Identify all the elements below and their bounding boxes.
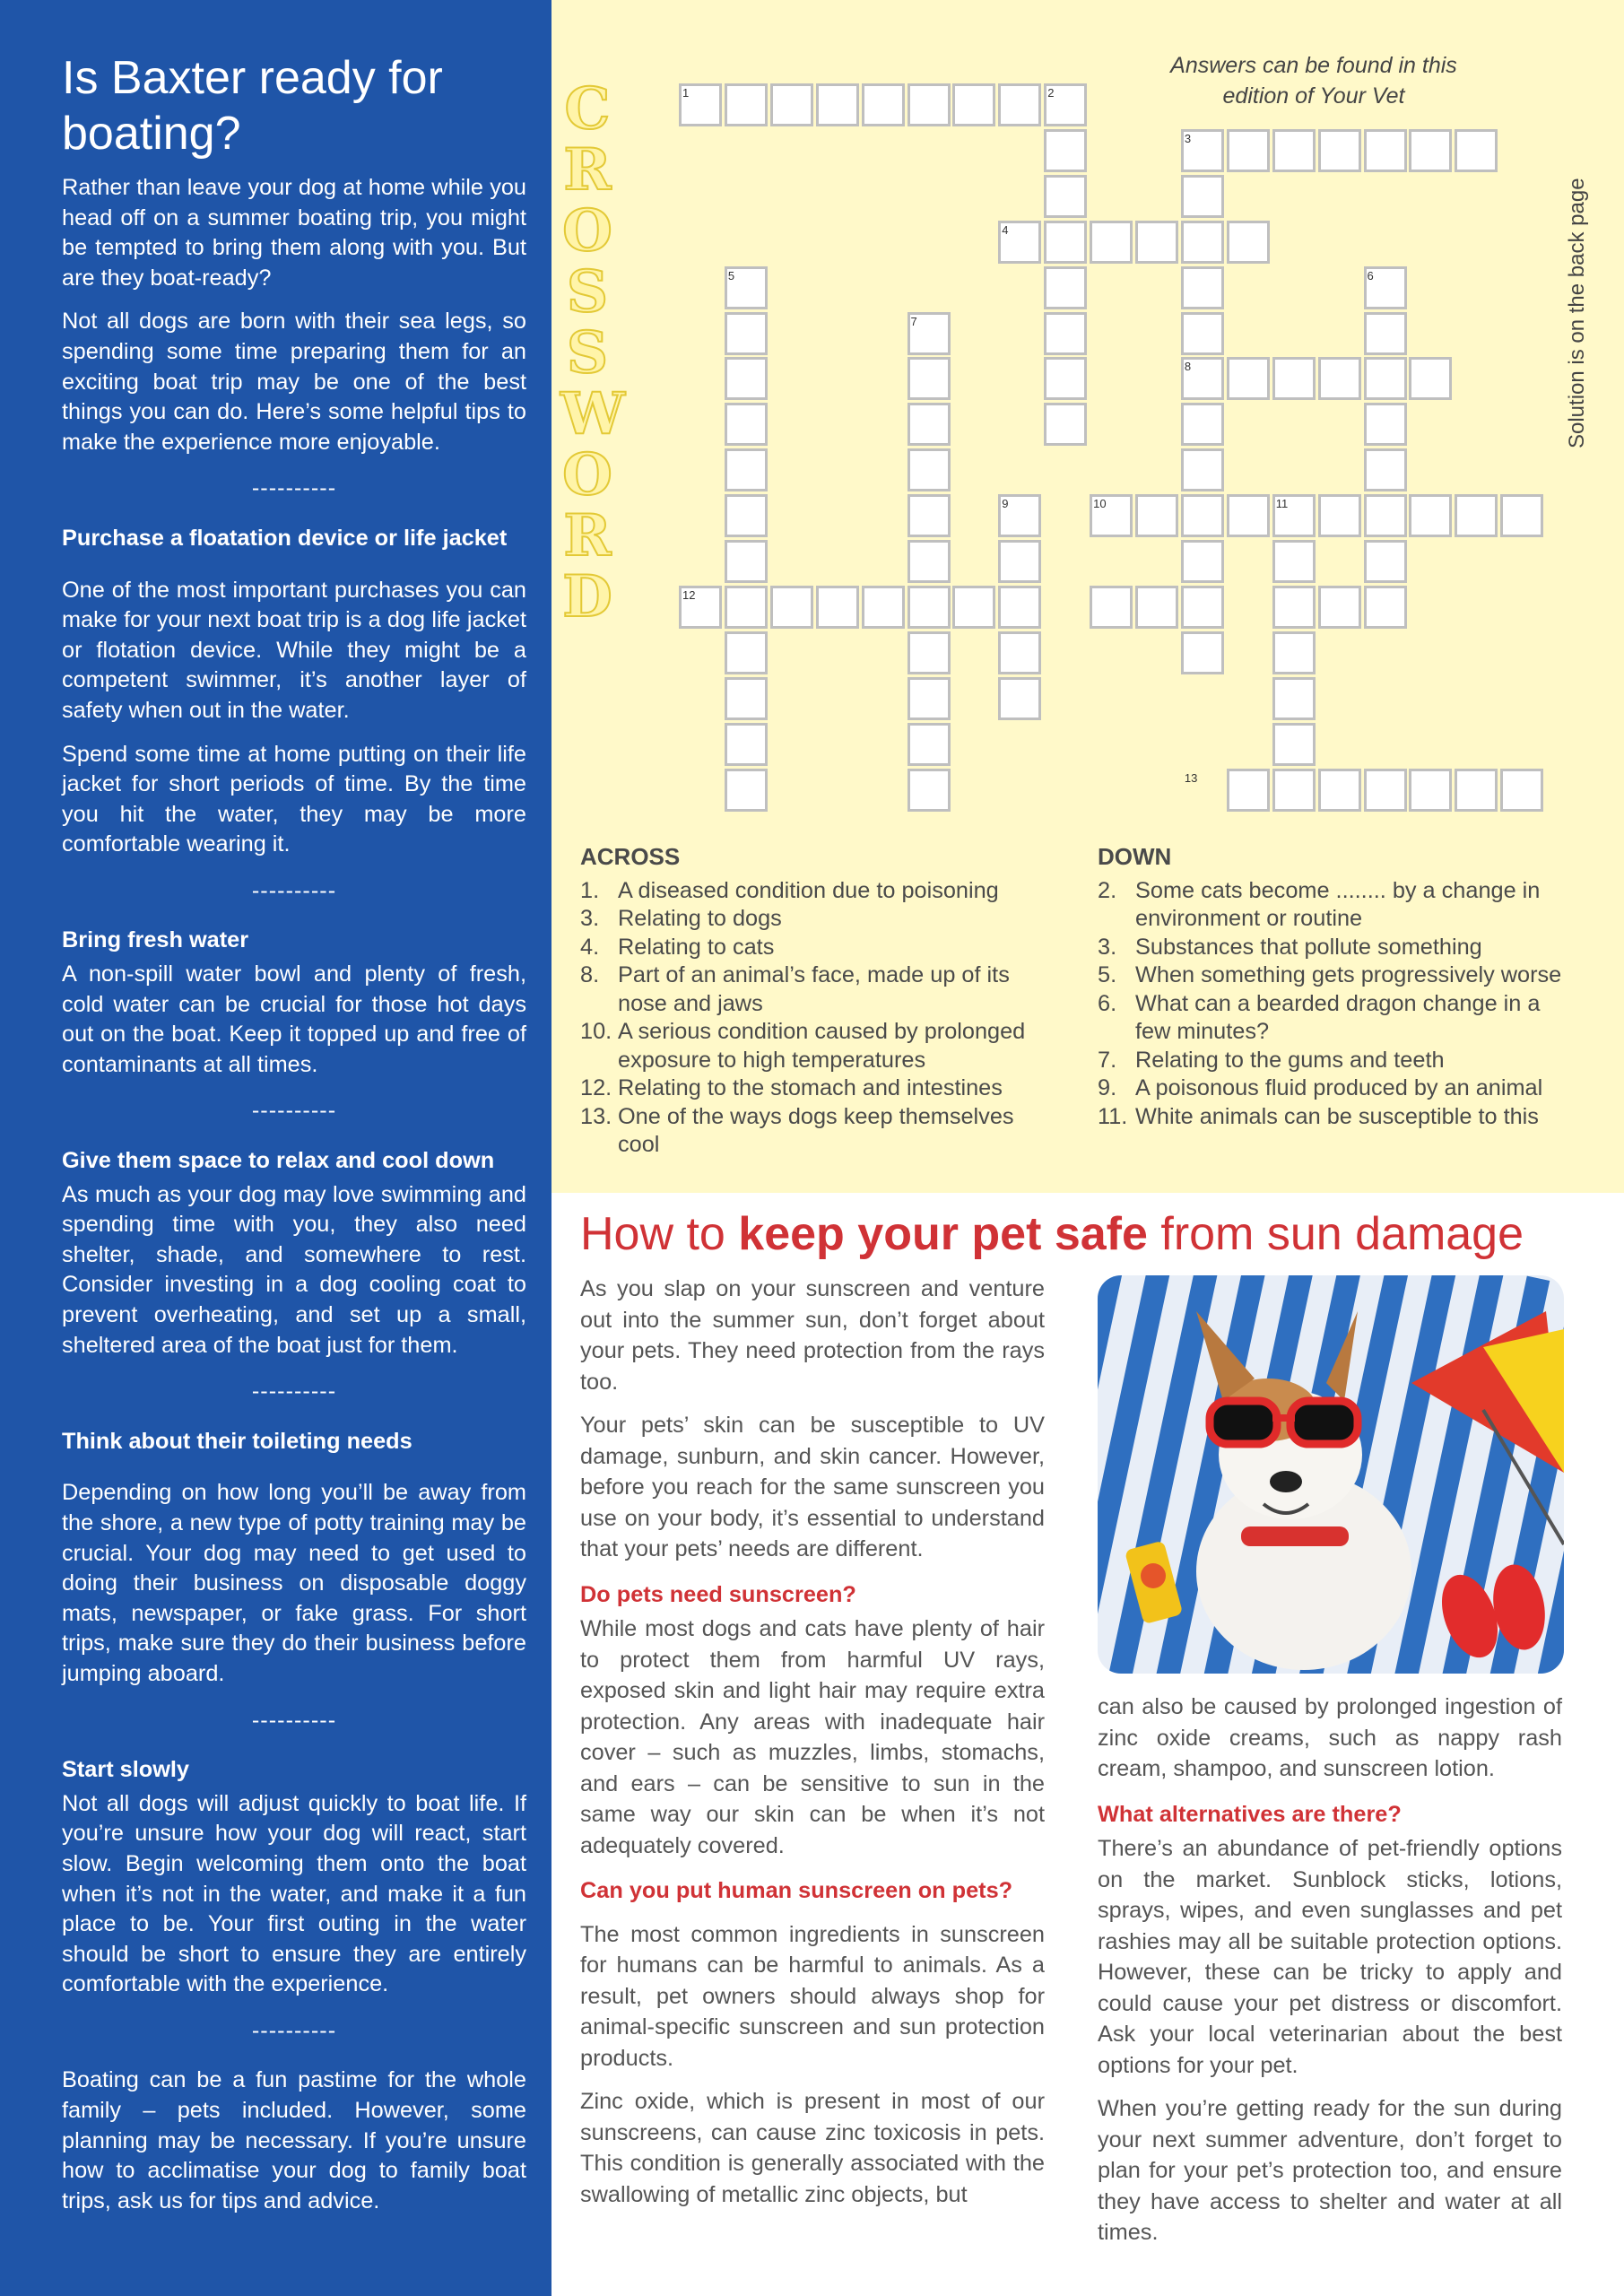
crossword-number: 10 xyxy=(1093,497,1107,511)
crossword-cell[interactable] xyxy=(1272,723,1316,766)
clue-text: When something gets progressively worse xyxy=(1135,962,1562,987)
crossword-vertical-title xyxy=(560,75,625,631)
crossword-number: 5 xyxy=(727,268,735,283)
crossword-cell[interactable] xyxy=(908,769,951,812)
separator: ---------- xyxy=(251,1378,337,1405)
down-clue xyxy=(1098,1074,1564,1103)
crossword-cell[interactable] xyxy=(1455,769,1498,812)
crossword-cell[interactable] xyxy=(998,586,1041,629)
crossword-cell[interactable] xyxy=(1409,769,1452,812)
crossword-number: 13 xyxy=(1184,770,1198,785)
crossword-title-letter: S xyxy=(566,258,609,326)
crossword-cell[interactable] xyxy=(1044,175,1087,218)
crossword-cell[interactable] xyxy=(952,83,995,126)
across-clue xyxy=(580,905,1055,934)
clue-text: Relating to the stomach and intestines xyxy=(618,1075,1003,1100)
crossword-cell[interactable] xyxy=(770,586,813,629)
separator: ---------- xyxy=(251,877,337,903)
clue-text: Relating to cats xyxy=(618,934,775,960)
crossword-cell[interactable] xyxy=(1364,357,1407,400)
crossword-cell[interactable] xyxy=(998,83,1041,126)
crossword-cell[interactable] xyxy=(1044,266,1087,309)
down-clue xyxy=(1098,961,1564,990)
section-heading: Start slowly xyxy=(62,1757,189,1783)
crossword-cell[interactable] xyxy=(952,586,995,629)
crossword-cell[interactable] xyxy=(725,312,768,355)
crossword-cell[interactable] xyxy=(908,83,951,126)
crossword-number: 9 xyxy=(1002,497,1009,511)
crossword-cell[interactable] xyxy=(725,586,768,629)
crossword-cell[interactable] xyxy=(1364,312,1407,355)
crossword-cell[interactable] xyxy=(1227,357,1270,400)
crossword-cell[interactable] xyxy=(1227,129,1270,172)
crossword-cell[interactable] xyxy=(816,83,859,126)
sun-paragraph: Your pets’ skin can be susceptible to UV damage, sunburn, and skin cancer. However, before you reach for the same sunscreen you use on your body, it’s essential to understand that your pets’ needs are different. xyxy=(580,1413,1045,1561)
clue-text: Relating to the gums and teeth xyxy=(1135,1047,1445,1073)
crossword-cell[interactable] xyxy=(1500,494,1543,537)
crossword-cell[interactable] xyxy=(1455,129,1498,172)
down-clue xyxy=(1098,934,1564,962)
crossword-title-letter: S xyxy=(566,319,609,387)
down-clue-list xyxy=(1098,877,1564,1132)
crossword-cell[interactable] xyxy=(770,83,813,126)
boating-article-title: Is Baxter ready for boating? xyxy=(62,52,443,160)
crossword-title-letter: C xyxy=(564,75,611,143)
crossword-cell[interactable] xyxy=(1181,175,1224,218)
crossword-cell[interactable] xyxy=(1272,769,1316,812)
crossword-cell[interactable] xyxy=(1318,769,1361,812)
intro-paragraph: Rather than leave your dog at home while you head off on a summer boating trip, you might be tempted to bring them along with you. But are they boat-ready? xyxy=(62,175,526,291)
clue-text: A poisonous fluid produced by an animal xyxy=(1135,1075,1543,1100)
dog-sunglasses-photo xyxy=(1098,1275,1564,1674)
crossword-title-letter: O xyxy=(562,197,612,265)
across-clue xyxy=(580,934,1055,962)
dog-sunglasses-illustration xyxy=(1098,1275,1564,1674)
boating-article xyxy=(0,0,551,2296)
sun-subheading: Do pets need sunscreen? xyxy=(580,1581,856,1607)
across-clue xyxy=(580,1018,1055,1074)
sun-paragraph: The most common ingredients in sunscreen for humans can be harmful to animals. As a result, pet owners should always shop for animal-specific sunscreen and sun protection products. xyxy=(580,1921,1045,2071)
section-heading: Think about their toileting needs xyxy=(62,1428,413,1454)
crossword-number: 11 xyxy=(1275,497,1289,511)
clue-text: What can a bearded dragon change in a few minutes? xyxy=(1135,990,1541,1044)
section-paragraph: Not all dogs will adjust quickly to boat life. If you’re unsure how your dog will react, start slow. Begin welcoming them onto the boat when it’s not in the water, and make it a fun place to be. Your first outing in the water should be short to ensure they are entirely comfortable with the experience. xyxy=(62,1790,526,1997)
across-clue xyxy=(580,961,1055,1018)
crossword-cell[interactable] xyxy=(1181,448,1224,491)
crossword-cell[interactable] xyxy=(1181,631,1224,674)
separator: ---------- xyxy=(251,1098,337,1124)
down-clue xyxy=(1098,877,1564,934)
intro-paragraph: Not all dogs are born with their sea legs, so spending some time preparing them for an exciting boat trip may be one of the best things you can do. Here’s some helpful tips to make the experience more enjoyable. xyxy=(62,309,526,455)
crossword-cell[interactable] xyxy=(1364,586,1407,629)
clue-number: 6. xyxy=(1098,990,1117,1016)
clue-text: A serious condition caused by prolonged exposure to high temperatures xyxy=(618,1019,1026,1073)
crossword-cell[interactable] xyxy=(1181,221,1224,264)
clue-text: Substances that pollute something xyxy=(1135,934,1482,960)
clue-number: 10. xyxy=(580,1019,612,1044)
crossword-cell[interactable] xyxy=(908,540,951,583)
sun-article-column-1 xyxy=(580,1274,1045,2222)
down-heading: DOWN xyxy=(1098,843,1172,870)
crossword-cell[interactable] xyxy=(1181,586,1224,629)
crossword-cell[interactable] xyxy=(1272,357,1316,400)
crossword-cell[interactable] xyxy=(1272,586,1316,629)
crossword-cell[interactable] xyxy=(725,357,768,400)
across-clues xyxy=(580,843,1055,1160)
crossword-cell[interactable] xyxy=(1364,448,1407,491)
clue-number: 3. xyxy=(580,906,600,931)
crossword-answers-note: Answers can be found in this edition of Your Vet xyxy=(1170,53,1457,109)
crossword-cell[interactable] xyxy=(1044,221,1087,264)
sun-paragraph: can also be caused by prolonged ingestion of zinc oxide creams, such as nappy rash cream, shampoo, and sunscreen lotion. xyxy=(1098,1694,1562,1781)
section-heading: Bring fresh water xyxy=(62,927,249,953)
crossword-number: 1 xyxy=(682,86,690,100)
crossword-cell[interactable] xyxy=(1318,129,1361,172)
crossword-number: 3 xyxy=(1184,131,1192,145)
crossword-cell[interactable] xyxy=(1364,129,1407,172)
crossword-number: 7 xyxy=(910,314,917,328)
closing-paragraph: Boating can be a fun pastime for the whole family – pets included. However, some planning may be necessary. If you’re unsure how to acclimatise your dog to family boat trips, ask us for tips and advice. xyxy=(62,2067,526,2213)
crossword-number: 4 xyxy=(1002,222,1009,237)
clue-text: One of the ways dogs keep themselves cool xyxy=(618,1103,1014,1157)
crossword-cell[interactable] xyxy=(1227,769,1270,812)
crossword-cell[interactable] xyxy=(908,677,951,720)
across-clue xyxy=(580,1103,1055,1160)
separator: ---------- xyxy=(251,475,337,501)
sun-paragraph: Zinc oxide, which is present in most of our sunscreens, can cause zinc toxicosis in pets. This condition is generally associated with the swallowing of metallic zinc objects, but xyxy=(580,2089,1045,2207)
clue-number: 2. xyxy=(1098,877,1117,903)
down-clues xyxy=(1098,843,1564,1131)
crossword-cell[interactable] xyxy=(1044,312,1087,355)
crossword-cell[interactable] xyxy=(1181,266,1224,309)
crossword-cell[interactable] xyxy=(725,403,768,446)
crossword-cell[interactable] xyxy=(908,723,951,766)
crossword-number: 12 xyxy=(682,587,696,602)
crossword-title-letter: R xyxy=(563,136,612,204)
crossword-cell[interactable] xyxy=(1272,631,1316,674)
clue-number: 1. xyxy=(580,877,600,903)
crossword-cell[interactable] xyxy=(725,540,768,583)
clue-text: Some cats become ........ by a change in environment or routine xyxy=(1135,877,1541,931)
clue-number: 11. xyxy=(1098,1103,1128,1129)
section-heading: Purchase a floatation device or life jacket xyxy=(62,525,508,551)
crossword-number: 6 xyxy=(1367,268,1374,283)
crossword-cell[interactable] xyxy=(1090,586,1133,629)
crossword-cell[interactable] xyxy=(1364,494,1407,537)
crossword-cell[interactable] xyxy=(862,83,905,126)
crossword-title-letter: W xyxy=(560,380,625,448)
crossword-solution-note: Solution is on the back page xyxy=(1565,178,1589,448)
crossword-cell[interactable] xyxy=(725,494,768,537)
crossword-cell[interactable] xyxy=(725,83,768,126)
crossword-cell[interactable] xyxy=(1455,494,1498,537)
crossword-cell[interactable] xyxy=(998,540,1041,583)
crossword-cell[interactable] xyxy=(908,448,951,491)
down-clue xyxy=(1098,990,1564,1047)
crossword-cell[interactable] xyxy=(1272,540,1316,583)
crossword-title-letter: R xyxy=(563,502,612,570)
clue-text: White animals can be susceptible to this xyxy=(1135,1103,1539,1129)
crossword-cell[interactable] xyxy=(725,723,768,766)
clue-number: 9. xyxy=(1098,1075,1117,1100)
clue-number: 13. xyxy=(580,1103,612,1129)
clue-text: Relating to dogs xyxy=(618,906,782,931)
crossword-cell[interactable] xyxy=(1135,494,1178,537)
clue-number: 12. xyxy=(580,1075,612,1100)
crossword-cell[interactable] xyxy=(1318,494,1361,537)
sun-paragraph: While most dogs and cats have plenty of hair to protect them from harmful UV rays, exposed skin and light hair may require extra protection. Any areas with inadequate hair cover – such as muzzles, limbs, stomachs, and ears – can be sensitive to sun in the same way our skin can be when it’s not adequately covered. xyxy=(580,1616,1045,1858)
section-paragraph: One of the most important purchases you can make for your next boat trip is a dog life jacket or flotation device. While they might be a competent swimmer, it’s another layer of safety when out in the water. xyxy=(62,577,526,723)
sun-article-title: How to keep your pet safe from sun damage xyxy=(580,1208,1524,1260)
crossword-cell[interactable] xyxy=(908,403,951,446)
crossword-cell[interactable] xyxy=(908,631,951,674)
section-paragraph: As much as your dog may love swimming and spending time with you, they also need shelter, shade, and somewhere to rest. Consider investing in a dog cooling coat to prevent overheating, and set up a small, sheltered area of the boat just for them. xyxy=(62,1181,526,1358)
crossword-cell[interactable] xyxy=(1272,129,1316,172)
crossword-title-letter: D xyxy=(562,563,612,631)
crossword-number: 2 xyxy=(1047,86,1055,100)
across-clue-list xyxy=(580,877,1055,1160)
sun-subheading: What alternatives are there? xyxy=(1098,1801,1402,1827)
crossword-cell[interactable] xyxy=(1364,403,1407,446)
crossword-title-letter: O xyxy=(562,441,612,509)
crossword-cell[interactable] xyxy=(1272,677,1316,720)
sun-subheading: Can you put human sunscreen on pets? xyxy=(580,1878,1013,1903)
section-paragraph: Depending on how long you’ll be away from the shore, a new type of potty training may be crucial. Your dog may need to get used to doing their business on disposable doggy mats, newspaper, or fake grass. For short trips, make sure they do their business before jumping aboard. xyxy=(62,1480,526,1686)
crossword-cell[interactable] xyxy=(908,586,951,629)
sun-paragraph: There’s an abundance of pet-friendly options on the market. Sunblock sticks, lotions, sprays, wipes, and even sunglasses and pet rashies may all be suitable protection options. However, these can be tricky to apply and could cause your pet distress or discomfort. Ask your local veterinarian about the best options for your pet. xyxy=(1098,1836,1562,2078)
crossword-cell[interactable] xyxy=(1364,769,1407,812)
separator: ---------- xyxy=(251,2017,337,2043)
across-clue xyxy=(580,877,1055,906)
down-clue xyxy=(1098,1103,1564,1132)
crossword-cell[interactable] xyxy=(1044,403,1087,446)
clue-number: 8. xyxy=(580,962,600,987)
section-paragraph: Spend some time at home putting on their life jacket for short periods of time. By the time you hit the water, they may be more comfortable wearing it. xyxy=(62,741,526,857)
section-heading: Give them space to relax and cool down xyxy=(62,1148,495,1174)
crossword-cell[interactable] xyxy=(1181,312,1224,355)
crossword-cell[interactable] xyxy=(725,677,768,720)
crossword-cell[interactable] xyxy=(1135,221,1178,264)
crossword-cell[interactable] xyxy=(725,448,768,491)
crossword-cell[interactable] xyxy=(908,357,951,400)
across-clue xyxy=(580,1074,1055,1103)
crossword-number: 8 xyxy=(1184,360,1192,374)
crossword-cell[interactable] xyxy=(1181,494,1224,537)
separator: ---------- xyxy=(251,1707,337,1733)
crossword-cell[interactable] xyxy=(816,586,859,629)
crossword-cell[interactable] xyxy=(1500,769,1543,812)
crossword-cell[interactable] xyxy=(1364,540,1407,583)
clue-number: 4. xyxy=(580,934,600,960)
clue-number: 3. xyxy=(1098,934,1117,960)
sun-article-column-2 xyxy=(1098,1692,1562,2261)
crossword-cell[interactable] xyxy=(725,631,768,674)
clue-number: 5. xyxy=(1098,962,1117,987)
crossword-cell[interactable] xyxy=(1227,494,1270,537)
crossword-cell[interactable] xyxy=(1090,221,1133,264)
crossword-cell[interactable] xyxy=(1318,357,1361,400)
clue-text: Part of an animal’s face, made up of its nose and jaws xyxy=(618,962,1010,1016)
sun-paragraph: When you’re getting ready for the sun during your next summer adventure, don’t forget to plan for your pet’s protection too, and ensure they have access to shelter and water at all times. xyxy=(1098,2096,1562,2245)
crossword-cell[interactable] xyxy=(1409,357,1452,400)
crossword-cell[interactable] xyxy=(1135,586,1178,629)
crossword-cell[interactable] xyxy=(1409,129,1452,172)
sun-paragraph: As you slap on your sunscreen and venture out into the summer sun, don’t forget about your pets. They need protection from the rays too. xyxy=(580,1276,1045,1395)
crossword-cell[interactable] xyxy=(1044,129,1087,172)
across-heading: ACROSS xyxy=(580,843,681,870)
crossword-cell[interactable] xyxy=(862,586,905,629)
clue-number: 7. xyxy=(1098,1047,1117,1073)
down-clue xyxy=(1098,1047,1564,1075)
crossword-cell[interactable] xyxy=(1227,221,1270,264)
crossword-cell[interactable] xyxy=(1181,540,1224,583)
clue-text: A diseased condition due to poisoning xyxy=(618,877,999,903)
boating-article-body xyxy=(62,173,526,2230)
crossword-cell[interactable] xyxy=(1318,586,1361,629)
crossword-cell[interactable] xyxy=(998,677,1041,720)
crossword-cell[interactable] xyxy=(998,631,1041,674)
crossword-cell[interactable] xyxy=(1409,494,1452,537)
crossword-cell[interactable] xyxy=(1044,357,1087,400)
crossword-cell[interactable] xyxy=(725,769,768,812)
crossword-cell[interactable] xyxy=(908,494,951,537)
crossword-cell[interactable] xyxy=(1181,403,1224,446)
section-paragraph: A non-spill water bowl and plenty of fresh, cold water can be crucial for those hot days out on the boat. Keep it topped up and free of contaminants at all times. xyxy=(62,961,526,1077)
